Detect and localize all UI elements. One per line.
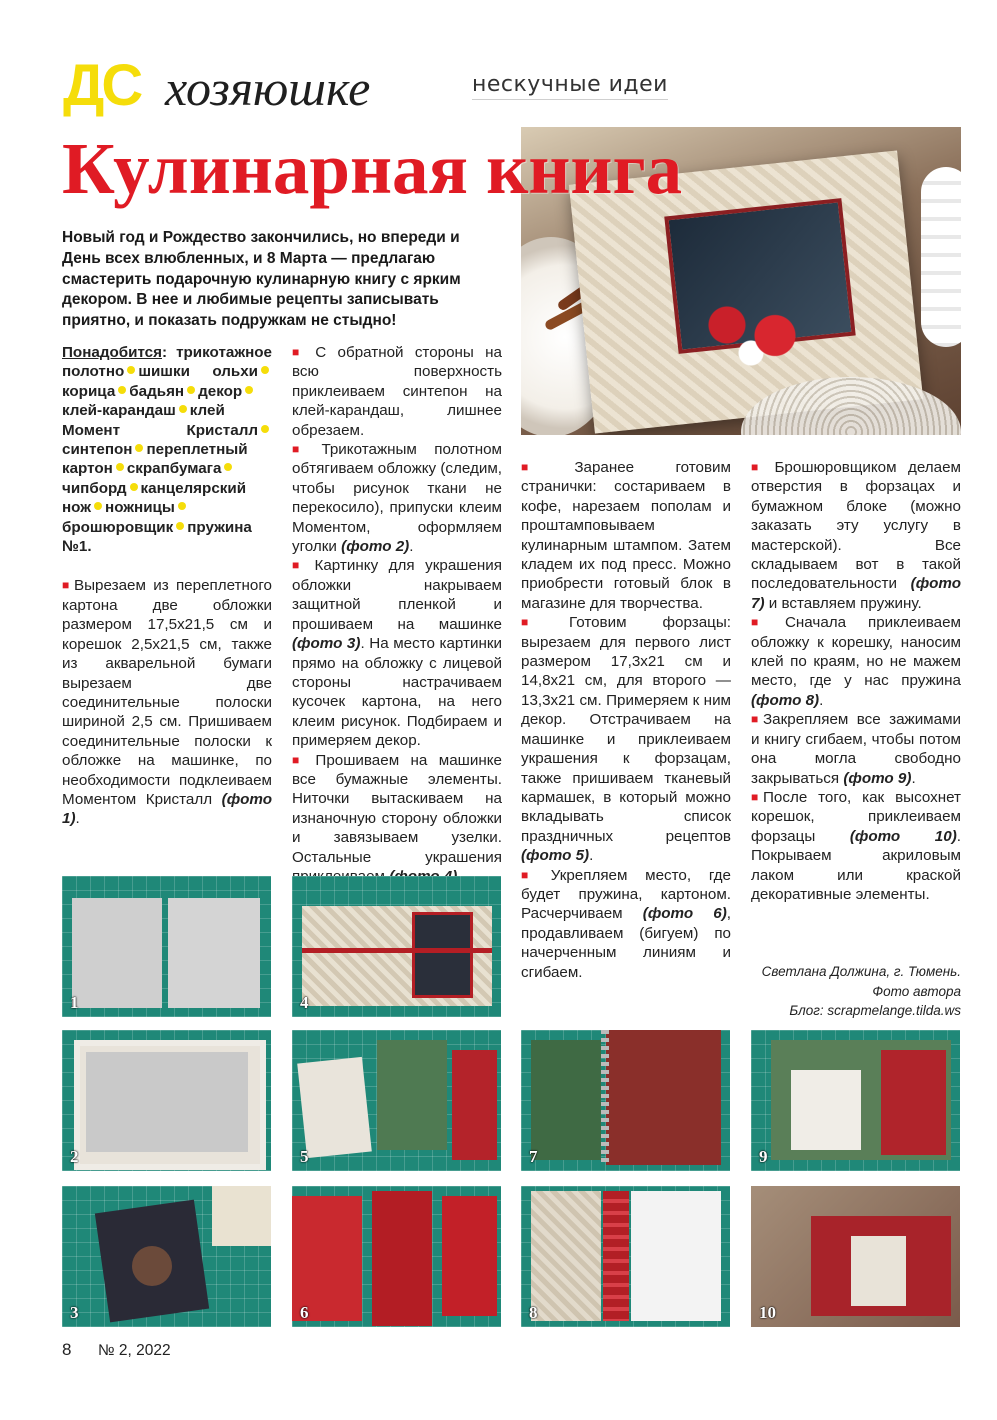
section-subtitle: нескучные идеи bbox=[472, 72, 668, 100]
column-3 bbox=[521, 458, 731, 982]
material-item: канцелярский нож bbox=[62, 479, 247, 517]
page-number: 8 bbox=[62, 1340, 72, 1359]
step-6: ■ Заранее готовим странички: состариваем в кофе, нарезаем пополам и проштамповываем кулинарным штампом. Затем кладем их под пресс. Можно приобрести готовый блок в магазине для творчества. bbox=[521, 459, 731, 612]
step-photo-3: 3 bbox=[62, 1186, 271, 1327]
bullet-dot-icon bbox=[130, 483, 138, 491]
step-photo-2: 2 bbox=[62, 1030, 271, 1171]
step-2: ■ С обратной стороны на всю поверхность приклеиваем синтепон на клей-карандаш, лишнее обрезаем. bbox=[292, 344, 502, 439]
step-photo-8: 8 bbox=[521, 1186, 730, 1327]
credits bbox=[751, 962, 961, 1021]
step-7: ■ Готовим форзацы: вырезаем для первого лист размером 17,3х21 см и 14,8х21 см, для второго — 13,3х21 см. Примеряем к ним декор. Отстрачиваем на машинке и приклеиваем украшения к форзацам, также пришиваем тканевый кармашек, в который можно вкладывать список праздничных рецептов (фото 5). bbox=[521, 614, 731, 865]
material-item: синтепон bbox=[62, 441, 133, 459]
material-item: трикотажное полотно bbox=[62, 344, 272, 381]
bullet-dot-icon bbox=[178, 502, 186, 510]
step-photo-1: 1 bbox=[62, 876, 271, 1017]
section-name: хозяюшке bbox=[165, 60, 371, 116]
bullet-dot-icon bbox=[135, 444, 143, 452]
step-photo-7: 7 bbox=[521, 1030, 730, 1171]
bullet-dot-icon bbox=[261, 366, 269, 374]
author: Светлана Должина, г. Тюмень. bbox=[761, 964, 961, 979]
bullet-dot-icon bbox=[261, 425, 269, 433]
step-8: ■ Укрепляем место, где будет пружина, картоном. Расчерчиваем (фото 6), продавливаем (бигуем) по начерченным линиям и сгибаем. bbox=[521, 866, 731, 981]
photo-credit: Фото автора bbox=[872, 983, 961, 999]
step-photo-10: 10 bbox=[751, 1186, 960, 1327]
materials-head: Понадобится bbox=[62, 344, 162, 361]
column-4 bbox=[751, 458, 961, 904]
bullet-dot-icon bbox=[224, 463, 232, 471]
bullet-dot-icon bbox=[176, 522, 184, 530]
step-1: ■ Вырезаем из переплетного картона две обложки размером 17,5х21,5 см и корешок 2,5х21,5 см, также из акварельной бумаги вырезаем две соединительные полоски шириной 2,5 см. Пришиваем соединительные полоски к обложке на машинке, по необходимости подклеиваем Моментом Кристалл (фото 1). bbox=[62, 577, 272, 828]
step-11: ■ Закрепляем все зажимами и книгу сгибаем, чтобы потом она могла свободно закрываться (фото 9). bbox=[751, 711, 961, 787]
step-photo-5: 5 bbox=[292, 1030, 501, 1171]
blog-link: Блог: scrapmelange.tilda.ws bbox=[789, 1003, 961, 1018]
step-10: ■ Сначала приклеиваем обложку к корешку, наносим клей по краям, но не мажем место, где у нас пружина (фото 8). bbox=[751, 614, 961, 709]
materials-list: Понадобится: трикотажное полотно шишки ольхикорица бадьян декорклей-карандаш клей Момент Кристаллсинтепон переплетный картон скрапбумагачипборд канцелярский нож ножницыброшюровщик пружина №1. bbox=[62, 344, 272, 556]
step-photo-6: 6 bbox=[292, 1186, 501, 1327]
material-item: скрапбумага bbox=[126, 460, 222, 478]
material-item: ножницы bbox=[105, 499, 175, 517]
material-item: бадьян bbox=[129, 382, 185, 400]
material-item: пружина №1. bbox=[62, 518, 252, 556]
bullet-dot-icon bbox=[127, 366, 135, 374]
step-3: ■ Трикотажным полотном обтягиваем обложку (следим, чтобы рисунок ткани не перекосило), припуски клеим Моментом, оформляем уголки (фото 2). bbox=[292, 441, 502, 556]
step-9: ■ Брошюровщиком делаем отверстия в форзацах и бумажном блоке (можно заказать эту услугу в мастерской). Все складываем вот в такой последовательности (фото 7) и вставляем пружину. bbox=[751, 459, 961, 612]
column-1 bbox=[62, 343, 272, 829]
step-photo-9: 9 bbox=[751, 1030, 960, 1171]
bullet-dot-icon bbox=[245, 386, 253, 394]
magazine-logo: ДС bbox=[63, 53, 141, 118]
issue-number: № 2, 2022 bbox=[98, 1342, 171, 1359]
article-title: Кулинарная книга bbox=[62, 128, 683, 209]
bullet-dot-icon bbox=[116, 463, 124, 471]
step-photo-4: 4 bbox=[292, 876, 501, 1017]
material-item: корица bbox=[62, 382, 116, 400]
material-item: клей-карандаш bbox=[62, 402, 176, 420]
material-item: шишки ольхи bbox=[138, 363, 258, 381]
bullet-dot-icon bbox=[187, 386, 195, 394]
material-item: декор bbox=[198, 382, 243, 400]
material-item: брошюровщик bbox=[62, 518, 174, 536]
bullet-dot-icon bbox=[118, 386, 126, 394]
bullet-dot-icon bbox=[94, 502, 102, 510]
step-5: ■ Прошиваем на машинке все бумажные элементы. Ниточки вытаскиваем на изнаночную сторону обложки и завязываем узелки. Остальные украшения bbox=[292, 751, 502, 866]
step-12: ■ После того, как высохнет корешок, приклеиваем форзацы (фото 10). Покрываем акриловым лаком или краской декоративные элементы. bbox=[751, 788, 961, 903]
material-item: чипборд bbox=[62, 479, 127, 497]
bullet-dot-icon bbox=[179, 405, 187, 413]
column-2 bbox=[292, 343, 502, 886]
material-item: клей Момент Кристалл bbox=[62, 402, 258, 439]
material-item: переплетный картон bbox=[62, 441, 248, 478]
article-lead: Новый год и Рождество закончились, но впереди и День всех влюбленных, и 8 Марта — предлагаю смастерить подарочную кулинарную книгу с ярким декором. В нее и любимые рецепты записывать приятно, и показать подружкам не стыдно! bbox=[62, 229, 461, 330]
step-4: ■ Картинку для украшения обложки накрываем защитной пленкой и прошиваем на машинке (фото 3). На место картинки прямо на обложку с лицевой стороны настрачиваем кусочек картона, на него клеим рисунок. Подбираем и примеряем декор. bbox=[292, 557, 503, 750]
